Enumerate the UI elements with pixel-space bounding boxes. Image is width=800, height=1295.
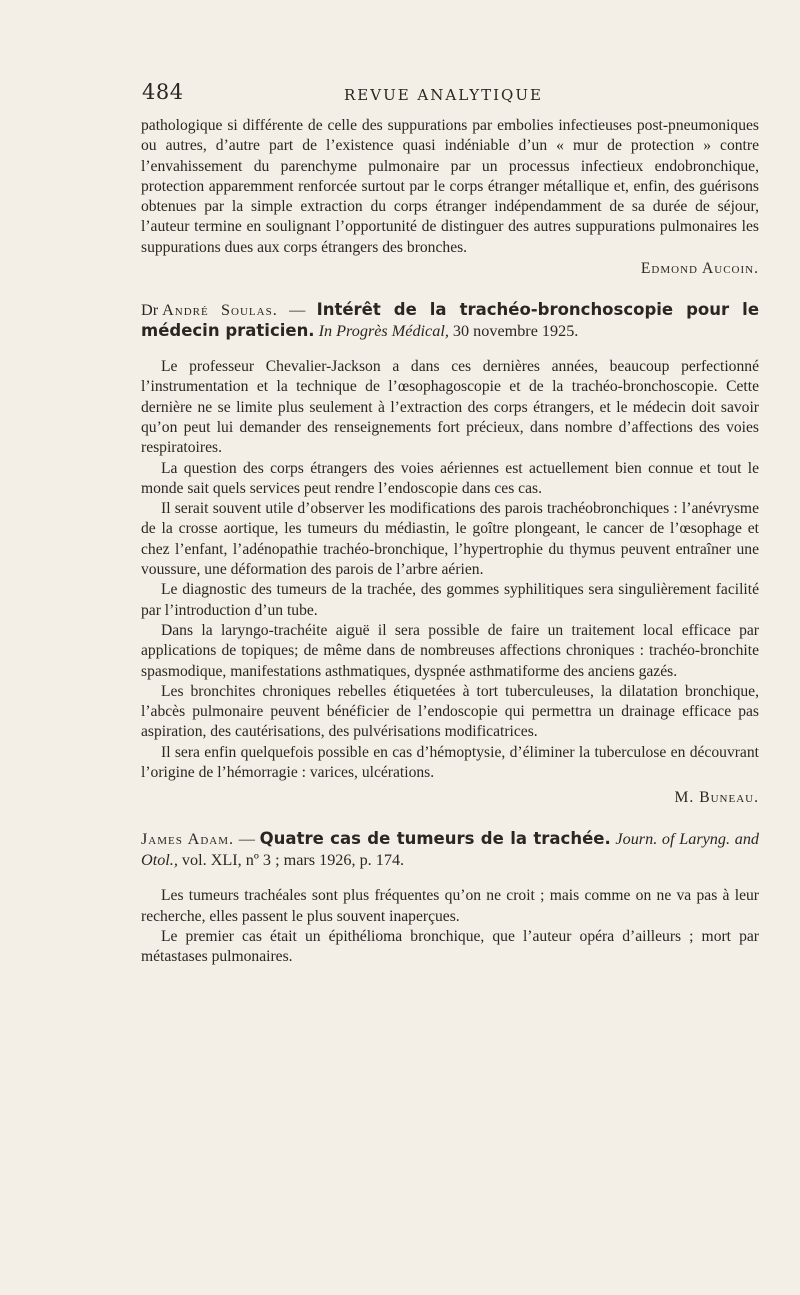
review2-paragraph: Dans la laryngo-trachéite aiguë il sera possible de faire un traitement local efficace par applications de topiques; de même dans de nombreuses affections chroniques : trachéo-bronchite spasmodique, manifestations asthmatiques, dyspnée asthmatiforme des anciens gazés. bbox=[141, 621, 759, 680]
review3-journal: Journ. of Laryng. and Otol., bbox=[141, 830, 760, 869]
review2-signature: M. Buneau. bbox=[674, 789, 759, 807]
review2-paragraph: La question des corps étrangers des voies aériennes est actuellement bien connue et tout le monde sait quels services peut rendre l’endoscopie dans ces cas. bbox=[141, 459, 759, 497]
review2-paragraph: Le diagnostic des tumeurs de la trachée, des gommes syphilitiques sera singulièrement facilité par l’introduction d’un tube. bbox=[141, 581, 759, 619]
review3-dash: — bbox=[234, 830, 260, 849]
review3-details: vol. XLI, nº 3 ; mars 1926, p. 174. bbox=[177, 850, 405, 869]
review2-paragraph: Le professeur Chevalier-Jackson a dans ces dernières années, beaucoup perfectionné l’instrumentation et la technique de l’œsophagoscopie et de la trachéo-bronchoscopie. Cette dernière ne se limite plus seulement à l’extraction des corps étrangers, et le médecin doit savoir qu’on peut lui demander des renseignements fort précieux, dans nombre d’affections des voies respiratoires. bbox=[141, 358, 759, 457]
review2-author: André Soulas. bbox=[162, 301, 278, 320]
review2-paragraph: Il serait souvent utile d’observer les modifications des parois trachéobronchiques : l’anévrysme de la crosse aortique, les tumeurs du médiastin, le goître plongeant, le cancer de l’œsophage et chez l’enfant, l’adénopathie trachéo-bronchique, l’hypertrophie du thymus peuvent entraîner une voussure, une déformation des parois de l’arbre aérien. bbox=[141, 500, 759, 579]
review2-paragraph: Les bronchites chroniques rebelles étiquetées à tort tuberculeuses, la dilatation bronchique, l’abcès pulmonaire peuvent bénéficier de l’endoscopie qui permettra un drainage efficace pas aspiration, des cautérisations, des pulvérisations modificatrices. bbox=[141, 682, 759, 741]
review3-author: James Adam. bbox=[141, 830, 235, 849]
review3-heading bbox=[141, 829, 759, 870]
review2-date: 30 novembre 1925. bbox=[448, 321, 579, 340]
review2-title: Intérêt de la trachéo-bronchoscopie pour le médecin praticien. bbox=[141, 300, 760, 340]
review3-paragraph: Les tumeurs trachéales sont plus fréquentes qu’on ne croit ; mais comme on ne va pas à leur recherche, elles passent le plus souvent inaperçues. bbox=[141, 887, 759, 925]
review3-title: Quatre cas de tumeurs de la trachée. bbox=[259, 829, 611, 849]
review2-dash: — bbox=[277, 301, 317, 320]
review1-signature: Edmond Aucoin. bbox=[640, 260, 759, 278]
review2-paragraph: Il sera enfin quelquefois possible en cas d’hémoptysie, d’éliminer la tuberculose en découvrant l’origine de l’hémorragie : varices, ulcérations. bbox=[141, 743, 759, 782]
page-content bbox=[141, 116, 759, 968]
review1-text: pathologique si différente de celle des suppurations par embolies infectieuses post-pneumoniques ou autres, d’autre part de l’existence quasi indéniable d’un « mur de protection » contre l’envahissement du parenchyme pulmonaire par un processus infectieux endobronchique, protection apparemment renforcée surtout par le corps étranger métallique et, enfin, des guérisons obtenues par la simple extraction du corps étranger indépendamment de sa durée de séjour, l’auteur termine en soulignant l’opportunité de distinguer des autres suppurations pulmonaires les suppurations dues aux corps étrangers des bronches. bbox=[141, 117, 759, 256]
review3-paragraph: Le premier cas était un épithélioma bronchique, que l’auteur opéra d’ailleurs ; mort par métastases pulmonaires. bbox=[141, 927, 759, 966]
running-title: REVUE ANALYTIQUE bbox=[344, 86, 543, 104]
review2-author-prefix: Dr bbox=[141, 301, 159, 320]
page-number: 484 bbox=[142, 80, 184, 104]
review2-heading bbox=[141, 300, 759, 341]
review2-journal: In Progrès Médical, bbox=[318, 321, 449, 340]
